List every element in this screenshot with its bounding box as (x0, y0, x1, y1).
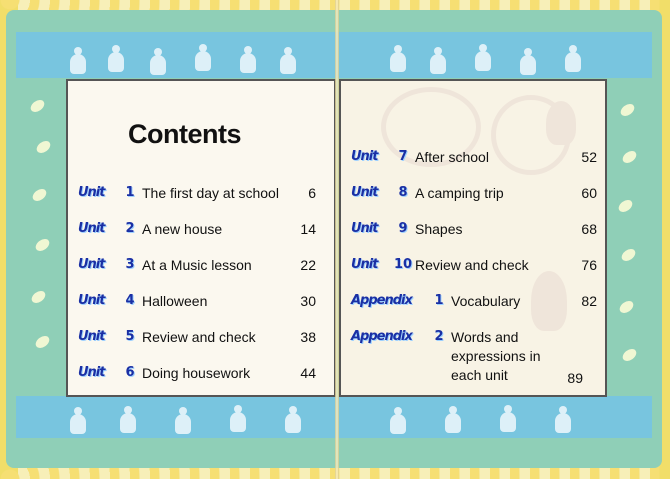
page-number: 52 (581, 149, 597, 165)
contents-entry-unit-7 (351, 148, 597, 170)
page-title: Contents (128, 119, 241, 149)
unit-number: 5 (125, 329, 135, 344)
child-silhouette-icon (475, 51, 491, 71)
page-number: 44 (300, 365, 316, 381)
contents-entry-unit-10 (351, 256, 597, 278)
unit-number: 10 (393, 257, 413, 272)
contents-entry-unit-3 (78, 256, 316, 278)
page-number: 14 (300, 221, 316, 237)
child-silhouette-icon (520, 55, 536, 75)
lesson-title: The first day at school (142, 185, 279, 201)
contents-entry-unit-5 (78, 328, 316, 350)
lesson-title: A camping trip (415, 185, 504, 201)
unit-label: Unit (78, 365, 105, 380)
child-silhouette-icon (195, 51, 211, 71)
unit-label: Unit (78, 257, 105, 272)
contents-entry-unit-6 (78, 364, 316, 386)
contents-entry-appendix-1 (351, 292, 597, 314)
child-silhouette-icon (390, 52, 406, 72)
page-number: 60 (581, 185, 597, 201)
unit-label: Unit (351, 149, 378, 164)
faint-tree-shape (546, 101, 576, 145)
page-number: 30 (300, 293, 316, 309)
unit-label: Unit (351, 185, 378, 200)
page-number: 89 (567, 370, 583, 386)
unit-label: Unit (78, 329, 105, 344)
unit-label: Unit (351, 257, 378, 272)
child-silhouette-icon (500, 412, 516, 432)
contents-entry-unit-8 (351, 184, 597, 206)
page-number: 76 (581, 257, 597, 273)
child-silhouette-icon (285, 413, 301, 433)
lesson-title: Doing housework (142, 365, 251, 381)
child-silhouette-icon (150, 55, 166, 75)
appendix-label: Appendix (351, 293, 412, 308)
child-silhouette-icon (555, 413, 571, 433)
lesson-title: Halloween (142, 293, 208, 309)
book-gutter (335, 0, 339, 479)
contents-entry-unit-4 (78, 292, 316, 314)
lesson-title: Review and check (415, 257, 529, 273)
child-silhouette-icon (565, 52, 581, 72)
lesson-title: After school (415, 149, 489, 165)
page-number: 6 (308, 185, 316, 201)
child-silhouette-icon (108, 52, 124, 72)
contents-entry-unit-1 (78, 184, 316, 206)
page-number: 38 (300, 329, 316, 345)
appendix-number: 2 (434, 329, 444, 344)
child-silhouette-icon (120, 413, 136, 433)
unit-label: Unit (78, 185, 105, 200)
unit-number: 9 (398, 221, 408, 236)
contents-entry-unit-2 (78, 220, 316, 242)
appendix-number: 1 (434, 293, 444, 308)
contents-entry-unit-9 (351, 220, 597, 242)
contents-entry-appendix-2 (351, 328, 597, 386)
appendix-label: Appendix (351, 329, 412, 344)
unit-number: 1 (125, 185, 135, 200)
unit-number: 4 (125, 293, 135, 308)
child-silhouette-icon (70, 414, 86, 434)
appendix-title: Words and expressions in each unit (451, 329, 541, 383)
unit-number: 7 (398, 149, 408, 164)
unit-label: Unit (78, 293, 105, 308)
lesson-title: A new house (142, 221, 223, 237)
page-number: 82 (581, 293, 597, 309)
child-silhouette-icon (240, 53, 256, 73)
child-silhouette-icon (280, 54, 296, 74)
lesson-title: At a Music lesson (142, 257, 252, 273)
child-silhouette-icon (230, 412, 246, 432)
child-silhouette-icon (175, 414, 191, 434)
lesson-title: Shapes (415, 221, 463, 237)
unit-number: 6 (125, 365, 135, 380)
child-silhouette-icon (445, 413, 461, 433)
unit-number: 3 (125, 257, 135, 272)
unit-label: Unit (78, 221, 105, 236)
page-number: 22 (300, 257, 316, 273)
lesson-title: Review and check (142, 329, 256, 345)
child-silhouette-icon (430, 54, 446, 74)
unit-number: 2 (125, 221, 135, 236)
unit-number: 8 (398, 185, 408, 200)
unit-label: Unit (351, 221, 378, 236)
appendix-title: Vocabulary (451, 293, 521, 309)
child-silhouette-icon (70, 54, 86, 74)
page-number: 68 (581, 221, 597, 237)
child-silhouette-icon (390, 414, 406, 434)
